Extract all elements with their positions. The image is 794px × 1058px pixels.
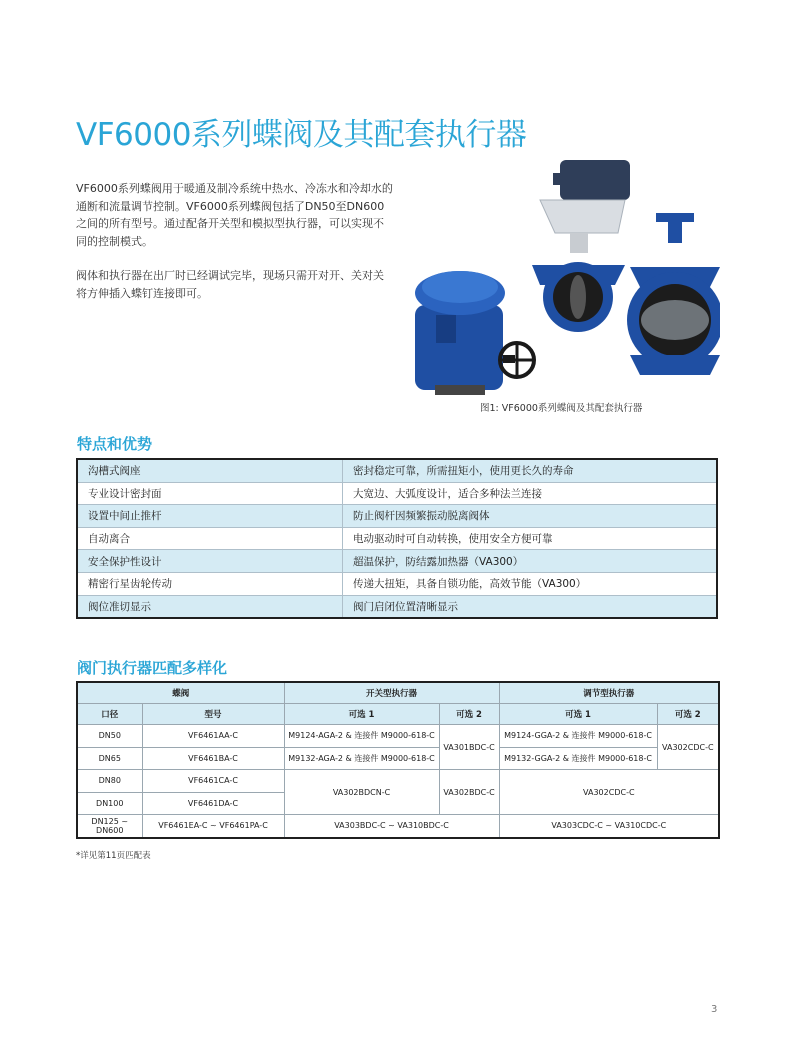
benefit-cell: 防止阀杆因频繁振动脱离阀体 bbox=[343, 505, 718, 528]
table-row bbox=[77, 770, 719, 793]
onoff-opt1-cell: M9124-AGA-2 & 连接件 M9000-618-C bbox=[284, 725, 439, 748]
onoff-header: 开关型执行器 bbox=[284, 682, 499, 704]
benefit-cell: 密封稳定可靠，所需扭矩小，使用更长久的寿命 bbox=[343, 459, 718, 482]
model-cell: VF6461DA-C bbox=[142, 792, 284, 815]
feature-row bbox=[77, 459, 717, 482]
feature-row bbox=[77, 505, 717, 528]
size-cell: DN100 bbox=[77, 792, 142, 815]
feature-cell: 专业设计密封面 bbox=[77, 482, 343, 505]
model-cell: VF6461EA-C ~ VF6461PA-C bbox=[142, 815, 284, 838]
model-header: 型号 bbox=[142, 704, 284, 725]
intro-text bbox=[76, 180, 394, 320]
intro-paragraph-2: 阀体和执行器在出厂时已经调试完毕，现场只需开对开、关对关将方伸插入蝶钉连接即可。 bbox=[76, 269, 384, 300]
matching-title: 阀门执行器匹配多样化 bbox=[77, 659, 228, 677]
size-header: 口径 bbox=[77, 704, 142, 725]
mod-opt1-cell: M9124-GGA-2 & 连接件 M9000-618-C bbox=[499, 725, 657, 748]
size-cell: DN80 bbox=[77, 770, 142, 793]
electric-actuator-image bbox=[415, 271, 534, 395]
matching-table bbox=[76, 681, 720, 839]
feature-row bbox=[77, 550, 717, 573]
feature-cell: 阀位准切显示 bbox=[77, 595, 343, 618]
table-row bbox=[77, 725, 719, 748]
feature-cell: 安全保护性设计 bbox=[77, 550, 343, 573]
feature-row bbox=[77, 572, 717, 595]
butterfly-valve-image bbox=[627, 213, 720, 375]
feature-row bbox=[77, 527, 717, 550]
header-row-1 bbox=[77, 682, 719, 704]
size-cell: DN65 bbox=[77, 747, 142, 770]
feature-row bbox=[77, 595, 717, 618]
feature-cell: 沟槽式阀座 bbox=[77, 459, 343, 482]
mod-cell: VA302CDC-C bbox=[499, 770, 719, 815]
feature-cell: 精密行星齿轮传动 bbox=[77, 572, 343, 595]
benefit-cell: 阀门启闭位置清晰显示 bbox=[343, 595, 718, 618]
feature-row bbox=[77, 482, 717, 505]
model-cell: VF6461BA-C bbox=[142, 747, 284, 770]
model-cell: VF6461CA-C bbox=[142, 770, 284, 793]
onoff-opt1-header: 可选 1 bbox=[284, 704, 439, 725]
mod-opt1-cell: M9132-GGA-2 & 连接件 M9000-618-C bbox=[499, 747, 657, 770]
onoff-opt2-header: 可选 2 bbox=[439, 704, 499, 725]
footnote: *详见第11页匹配表 bbox=[76, 851, 151, 861]
product-illustration bbox=[410, 155, 720, 405]
mod-opt1-header: 可选 1 bbox=[499, 704, 657, 725]
feature-cell: 设置中间止推杆 bbox=[77, 505, 343, 528]
size-cell: DN50 bbox=[77, 725, 142, 748]
page-title: VF6000系列蝶阀及其配套执行器 bbox=[76, 116, 527, 153]
feature-cell: 自动离合 bbox=[77, 527, 343, 550]
valve-with-actuator-image bbox=[532, 160, 630, 332]
features-table bbox=[76, 458, 718, 619]
benefit-cell: 电动驱动时可自动转换，使用安全方便可靠 bbox=[343, 527, 718, 550]
modulating-header: 调节型执行器 bbox=[499, 682, 719, 704]
onoff-opt2-cell: VA301BDC-C bbox=[439, 725, 499, 770]
benefit-cell: 超温保护，防结露加热器（VA300） bbox=[343, 550, 718, 573]
table-row bbox=[77, 815, 719, 838]
model-cell: VF6461AA-C bbox=[142, 725, 284, 748]
mod-opt2-cell: VA302CDC-C bbox=[657, 725, 719, 770]
features-title: 特点和优势 bbox=[77, 435, 153, 453]
mod-cell: VA303CDC-C ~ VA310CDC-C bbox=[499, 815, 719, 838]
figure-caption: 图1: VF6000系列蝶阀及其配套执行器 bbox=[480, 403, 643, 414]
size-cell: DN125 ~ DN600 bbox=[77, 815, 142, 838]
page-number: 3 bbox=[711, 1004, 718, 1015]
onoff-cell: VA303BDC-C ~ VA310BDC-C bbox=[284, 815, 499, 838]
benefit-cell: 传递大扭矩，具备自锁功能，高效节能（VA300） bbox=[343, 572, 718, 595]
valve-header: 蝶阀 bbox=[77, 682, 284, 704]
intro-paragraph-1: VF6000系列蝶阀用于暖通及制冷系统中热水、冷冻水和冷却水的通断和流量调节控制。VF6000系列蝶阀包括了DN50至DN600之间的所有型号。通过配备开关型和模拟型执行器，可以实现不同的控制模式。 bbox=[76, 182, 393, 248]
mod-opt2-header: 可选 2 bbox=[657, 704, 719, 725]
onoff-opt1-cell: VA302BDCN-C bbox=[284, 770, 439, 815]
onoff-opt2-cell: VA302BDC-C bbox=[439, 770, 499, 815]
header-row-2 bbox=[77, 704, 719, 725]
onoff-opt1-cell: M9132-AGA-2 & 连接件 M9000-618-C bbox=[284, 747, 439, 770]
benefit-cell: 大宽边、大弧度设计，适合多种法兰连接 bbox=[343, 482, 718, 505]
table-row bbox=[77, 747, 719, 770]
